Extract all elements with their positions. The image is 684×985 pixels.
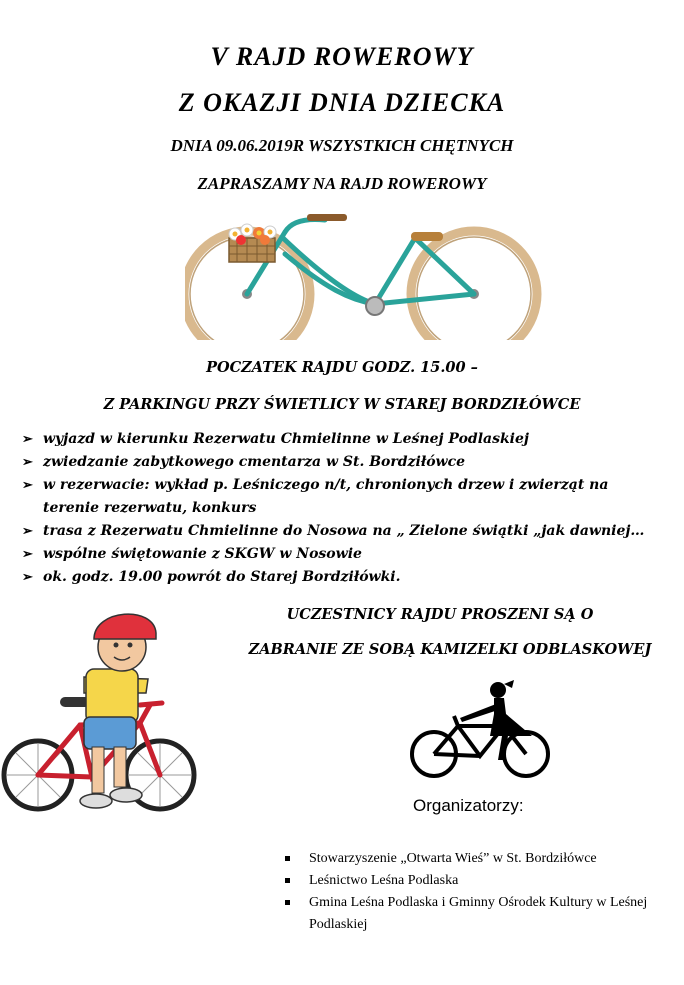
title-line-1: V RAJD ROWEROWY [210, 42, 474, 71]
invite-line: ZAPRASZAMY NA RAJD ROWEROWY [197, 174, 487, 193]
list-item: ➢ wspólne świętowanie z SKGW w Nosowie [22, 543, 662, 566]
square-bullet-icon [285, 900, 290, 905]
square-bullet-icon [285, 878, 290, 883]
girl-on-bicycle-silhouette [408, 680, 553, 780]
flower-basket [229, 224, 276, 262]
list-item: ➢ w rezerwacie: wykład p. Leśniczego n/t, chronionych drzew i zwierząt na terenie rezerwatu, konkurs [22, 474, 662, 520]
list-item: Leśnictwo Leśna Podlaska [285, 870, 677, 892]
title-line-2: Z OKAZJI DNIA DZIECKA [178, 88, 506, 117]
red-helmet-icon [94, 614, 156, 639]
square-bullet-icon [285, 856, 290, 861]
bicycle-with-basket-illustration [185, 208, 545, 340]
child-with-bicycle-illustration [0, 605, 205, 830]
program-list [22, 428, 662, 589]
list-item: Gmina Leśna Podlaska i Gminny Ośrodek Kultury w Leśnej Podlaskiej [285, 892, 677, 936]
bike-saddle [411, 232, 443, 241]
arrow-bullet-icon: ➢ [22, 455, 33, 470]
list-item: ➢ ok. godz. 19.00 powrót do Starej Bordziłówki. [22, 566, 662, 589]
bike-handlebar-grip [307, 214, 347, 221]
date-line: DNIA 09.06.2019R WSZYSTKICH CHĘTNYCH [170, 136, 514, 155]
organizers-list [285, 848, 677, 936]
list-item: ➢ trasa z Rezerwatu Chmielinne do Nosowa na „ Zielone świątki „jak dawniej… [22, 520, 662, 543]
arrow-bullet-icon: ➢ [22, 547, 33, 562]
arrow-bullet-icon: ➢ [22, 478, 33, 493]
start-time: POCZATEK RAJDU GODZ. 15.00 – [206, 359, 478, 376]
notice-line-2: ZABRANIE ZE SOBĄ KAMIZELKI ODBLASKOWEJ [248, 641, 652, 658]
notice-line-1: UCZESTNICY RAJDU PROSZENI SĄ O [286, 606, 594, 623]
list-item: ➢ zwiedzanie zabytkowego cmentarza w St. Bordziłówce [22, 451, 662, 474]
arrow-bullet-icon: ➢ [22, 432, 33, 447]
arrow-bullet-icon: ➢ [22, 524, 33, 539]
list-item: ➢ wyjazd w kierunku Rezerwatu Chmielinne w Leśnej Podlaskiej [22, 428, 662, 451]
back-wheel [411, 231, 537, 340]
start-place: Z PARKINGU PRZY ŚWIETLICY W STAREJ BORDZIŁÓWCE [103, 396, 581, 413]
organizers-title: Organizatorzy: [413, 796, 524, 815]
bike-chainring [366, 297, 384, 315]
arrow-bullet-icon: ➢ [22, 570, 33, 585]
list-item: Stowarzyszenie „Otwarta Wieś” w St. Bordziłówce [285, 848, 677, 870]
